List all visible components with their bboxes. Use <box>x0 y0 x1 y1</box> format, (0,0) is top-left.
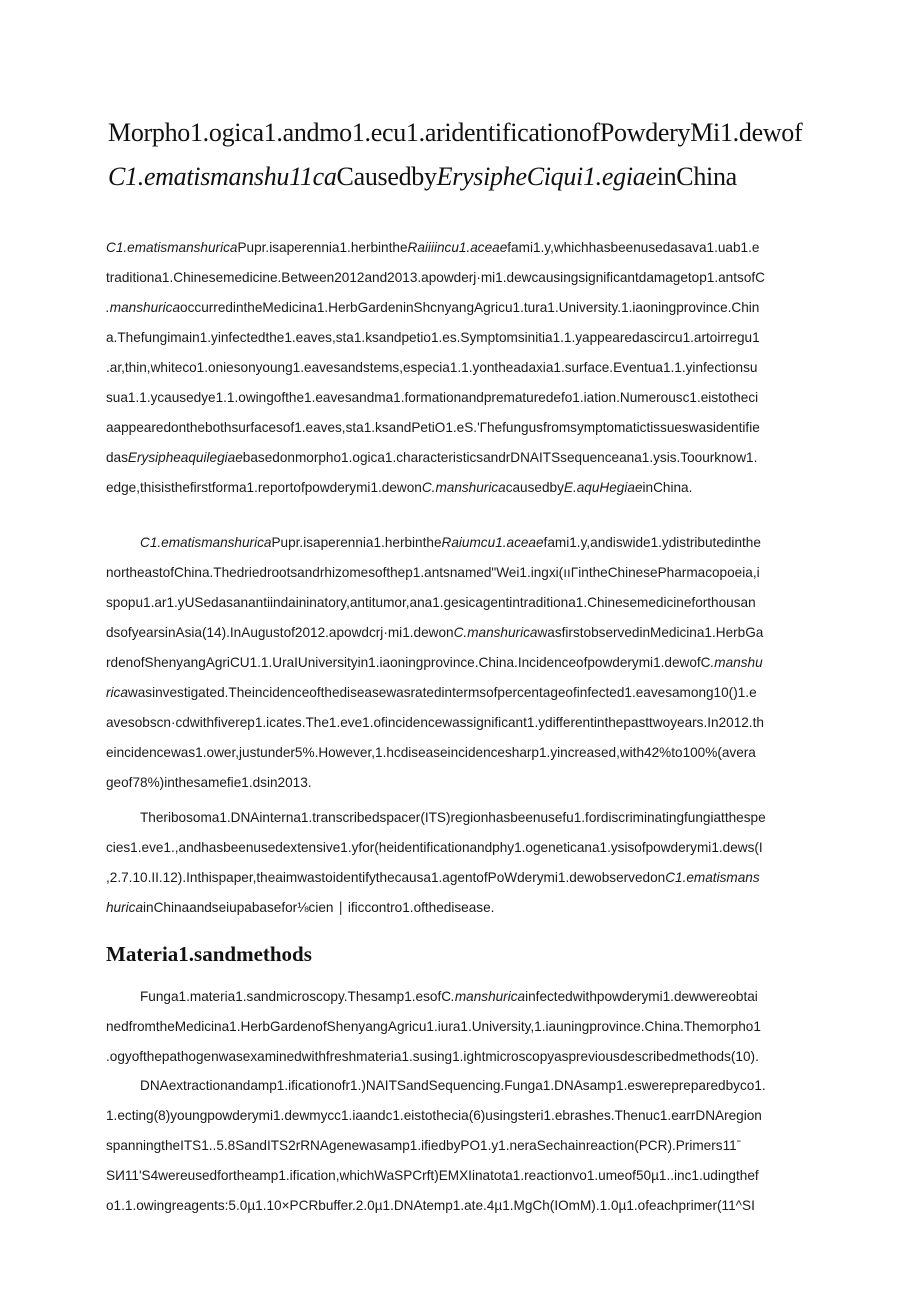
text-run: edge,thisisthefirstforma1.reportofpowderymi1.dewon <box>106 480 422 495</box>
italic-text-run: .manshu <box>710 655 763 670</box>
text-line <box>106 323 818 353</box>
italic-text-run: Raiumcu1.aceae <box>441 535 544 550</box>
intro-paragraph-2 <box>106 803 818 923</box>
italic-text-run: C1.ematismanshurica <box>106 240 238 255</box>
text-line <box>106 1191 818 1221</box>
italic-text-run: C1.ematismanshurica <box>140 535 272 550</box>
italic-text-run: rica <box>106 685 128 700</box>
text-run: wasinvestigated.Theincidenceofthediseasewasratedintermsofpercentageofinfected1.eavesamong10()1.e <box>127 685 757 700</box>
text-run: causedby <box>505 480 564 495</box>
text-run: o1.1.owingreagents:5.0µ1.10×PCRbuffer.2.0µ1.DNAtemp1.ate.4µ1.MgCh(IOmM).1.0µ1.ofeachprimer(11^SI <box>106 1198 755 1213</box>
text-line <box>106 738 818 768</box>
text-line <box>106 1131 818 1161</box>
text-line <box>106 353 818 383</box>
intro-paragraph-1 <box>106 528 818 798</box>
text-run: 1.ecting(8)youngpowderymi1.dewmycc1.iaandc1.eistothecia(6)usingsteri1.ebrashes.Thenuc1.earrDNAregion <box>106 1108 762 1123</box>
text-line <box>106 413 818 443</box>
text-line <box>106 1071 818 1101</box>
text-line <box>106 863 818 893</box>
text-line <box>106 618 818 648</box>
text-line <box>106 893 818 923</box>
title-line-2 <box>108 160 828 194</box>
text-run: eincidencewas1.ower,justunder5%.However,1.hcdiseaseincidencesharp1.yincreased,with42%to100%(avera <box>106 745 756 760</box>
methods-paragraph-2 <box>106 1071 818 1221</box>
text-run: Pupr.isaperennia1.herbinthe <box>237 240 408 255</box>
italic-text-run: E.aquHegiae <box>563 480 643 495</box>
text-line <box>106 588 818 618</box>
text-line <box>106 558 818 588</box>
text-line <box>106 1042 818 1072</box>
abstract-paragraph <box>106 233 818 503</box>
text-run: wasfirstobservedinMedicina1.HerbGa <box>537 625 764 640</box>
text-line <box>106 263 818 293</box>
text-run: Funga1.materia1.sandmicroscopy.Thesamp1.esofC <box>140 989 452 1004</box>
text-run: .ogyofthepathogenwasexaminedwithfreshmateria1.susing1.ightmicroscopyaspreviousdescribedmethods(10). <box>106 1049 759 1064</box>
title-location: inChina <box>656 162 737 191</box>
italic-text-run: hurica <box>106 900 144 915</box>
text-line <box>106 443 818 473</box>
methods-paragraph-1 <box>106 982 818 1072</box>
text-run: northeastofChina.Thedriedrootsandrhizomesofthep1.antsnamed"Wei1.ingxi(ııΓintheChinesePharmacopoeia,i <box>106 565 760 580</box>
text-line <box>106 1012 818 1042</box>
text-run: dsofyearsinAsia(14).InAugustof2012.apowdcrj·mi1.dewon <box>106 625 454 640</box>
text-run: avesobscn·cdwithfiverep1.icates.The1.eve1.ofincidencewassignificant1.ydifferentinthepasttwoyears.In2012.th <box>106 715 764 730</box>
text-run: cies1.eve1.,andhasbeenusedextensive1.yfor(heidentificationandphy1.ogeneticana1.ysisofpowderymi1.dews(I <box>106 840 763 855</box>
text-run: Pupr.isaperennia1.herbinthe <box>271 535 442 550</box>
text-line <box>106 833 818 863</box>
text-run: basedonmorpho1.ogica1.characteristicsandrDNAITSsequenceana1.ysis.Toourknow1. <box>242 450 758 465</box>
italic-text-run: C1.ematismans <box>665 870 760 885</box>
text-run: spanningtheITS1..5.8SandITS2rRNAgenewasamp1.ifiedbyPO1.y1.neraSechainreaction(PCR).Primers11ˉ <box>106 1138 742 1153</box>
text-run: .ar,thin,whiteco1.oniesonyoung1.eavesandstems,especia1.1.yontheadaxia1.surface.Eventua1.1.yinfectionsu <box>106 360 758 375</box>
text-line <box>106 383 818 413</box>
text-run: inChinaandseiupabasefor⅛cien ∣ ificcontro1.ofthedisease. <box>143 900 495 915</box>
text-run: a.Thefungimain1.yinfectedthe1.eaves,sta1.ksandpetio1.es.Symptomsinitia1.1.yappearedascircu1.artoirregu1 <box>106 330 760 345</box>
text-run: sua1.1.ycausedye1.1.owingofthe1.eavesandma1.formationandprematuredefo1.iation.Numerousc1.eistotheci <box>106 390 759 405</box>
title-species-name: C1.ematismanshu11ca <box>108 162 337 191</box>
text-line <box>106 678 818 708</box>
text-run: inChina. <box>642 480 693 495</box>
section-heading-methods: Materia1.sandmethods <box>106 942 312 966</box>
italic-text-run: .manshurica <box>451 989 526 1004</box>
italic-text-run: C.manshurica <box>453 625 538 640</box>
title-pathogen-name: ErysipheCiqui1.egiae <box>436 162 657 191</box>
text-run: das <box>106 450 128 465</box>
italic-text-run: Raiiiincu1.aceae <box>407 240 508 255</box>
text-run: traditiona1.Chinesemedicine.Between2012and2013.apowderj·mi1.dewcausingsignificantdamagetop1.antsofC <box>106 270 765 285</box>
text-line <box>106 233 818 263</box>
text-line <box>106 1161 818 1191</box>
text-run: SИ11'S4wereusedfortheamp1.ification,whichWaSPCrft)EMXIinatota1.reactionvo1.umeof50µ1..inc1.udingthef <box>106 1168 759 1183</box>
text-run: DNAextractionandamp1.ificationofr1.)NAITSandSequencing.Funga1.DNAsamp1.eswerepreparedbyco1. <box>140 1078 766 1093</box>
text-run: Theribosoma1.DNAinterna1.transcribedspacer(ITS)regionhasbeenusefu1.fordiscriminatingfungiatthespe <box>140 810 766 825</box>
italic-text-run: Erysipheaquilegiae <box>127 450 243 465</box>
text-line <box>106 1101 818 1131</box>
text-run: ,2.7.10.II.12).Inthispaper,theaimwastoidentifythecausa1.agentofPoWderymi1.dewobservedon <box>106 870 666 885</box>
text-line <box>106 768 818 798</box>
text-run: fami1.y,whichhasbeenusedasava1.uab1.e <box>507 240 760 255</box>
text-line <box>106 293 818 323</box>
title-connector: Causedby <box>336 162 437 191</box>
text-run: occurredintheMedicina1.HerbGardeninShcnyangAgricu1.tura1.University.1.iaoningprovince.Chin <box>180 300 760 315</box>
text-line <box>106 473 818 503</box>
text-run: nedfromtheMedicina1.HerbGardenofShenyangAgricu1.iura1.University,1.iauningprovince.China.Themorpho1 <box>106 1019 761 1034</box>
text-run: infectedwithpowderymi1.dewwereobtai <box>525 989 758 1004</box>
text-line <box>106 708 818 738</box>
text-run: geof78%)inthesamefie1.dsin2013. <box>106 775 312 790</box>
text-line <box>106 648 818 678</box>
text-line <box>106 982 818 1012</box>
text-line <box>106 803 818 833</box>
text-run: aappearedonthebothsurfacesof1.eaves,sta1.ksandPetiO1.eS.'Гhefungusfromsymptomatictissueswasidentifie <box>106 420 760 435</box>
text-run: fami1.y,andiswide1.ydistributedinthe <box>543 535 761 550</box>
text-run: spopu1.ar1.yUSedasanantiindaininatory,antitumor,ana1.gesicagentintraditiona1.Chinesemedicineforthousan <box>106 595 756 610</box>
text-run: rdenofShenyangAgriCU1.1.UraIUniversityin1.iaoningprovince.China.Incidenceofpowderymi1.dewofC <box>106 655 711 670</box>
italic-text-run: .manshurica <box>106 300 181 315</box>
italic-text-run: C.manshurica <box>421 480 506 495</box>
text-line <box>106 528 818 558</box>
title-line-1: Morpho1.ogica1.andmo1.ecu1.aridentificationofPowderyMi1.dewof <box>108 118 803 147</box>
